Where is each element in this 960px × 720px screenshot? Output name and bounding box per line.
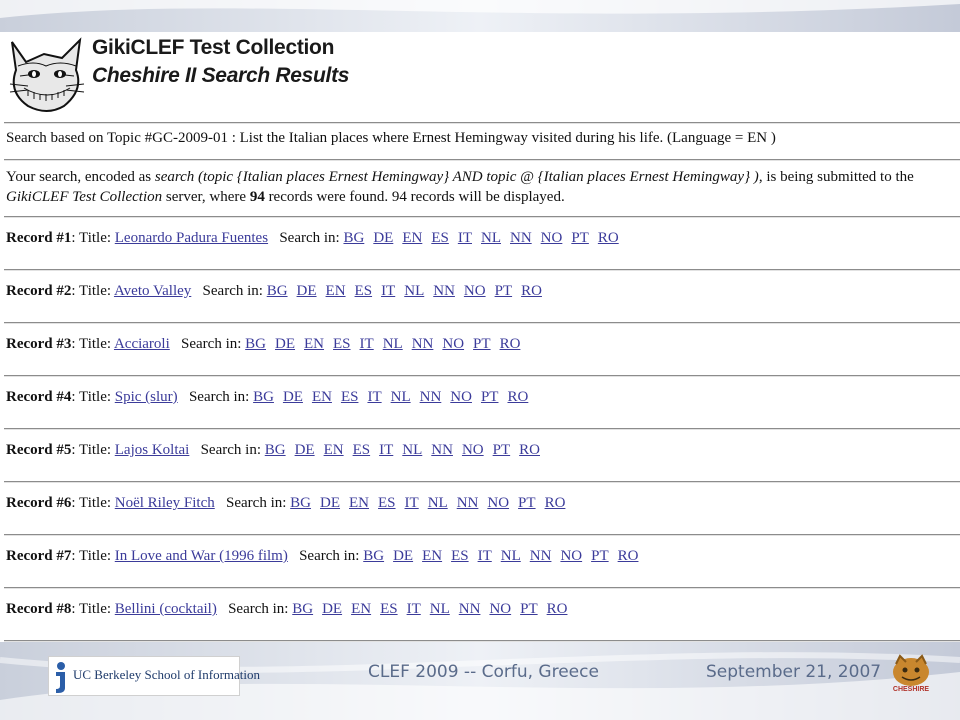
- cheshire-search-engine-logo: [886, 654, 936, 694]
- result-count-text: [6, 189, 565, 206]
- divider: [4, 587, 960, 589]
- record-title-link[interactable]: Leonardo Padura Fuentes: [114, 230, 269, 246]
- lang-link-nn[interactable]: NN: [433, 283, 455, 299]
- record-row: [6, 495, 574, 512]
- lang-link-ro[interactable]: RO: [546, 601, 568, 617]
- search-in-label: Search in:: [202, 283, 263, 299]
- record-title-link[interactable]: Noël Riley Fitch: [114, 495, 215, 511]
- lang-link-en[interactable]: EN: [325, 283, 346, 299]
- lang-link-nn[interactable]: NN: [411, 336, 434, 352]
- lang-link-en[interactable]: EN: [349, 495, 370, 511]
- lang-link-bg[interactable]: BG: [363, 548, 385, 564]
- search-in-label: Search in:: [228, 601, 289, 617]
- lang-link-en[interactable]: EN: [311, 389, 332, 405]
- lang-link-bg[interactable]: BG: [245, 336, 267, 352]
- lang-link-pt[interactable]: PT: [480, 389, 499, 405]
- encoded-prefix: Your search, encoded as: [6, 169, 155, 185]
- lang-link-it[interactable]: IT: [457, 230, 472, 246]
- lang-link-bg[interactable]: BG: [266, 283, 288, 299]
- lang-link-nn[interactable]: NN: [431, 442, 453, 458]
- lang-link-no[interactable]: NO: [560, 548, 583, 564]
- collection-title: GikiCLEF Test Collection: [92, 36, 335, 59]
- divider: [4, 216, 960, 218]
- lang-link-nn[interactable]: NN: [510, 230, 532, 246]
- lang-link-it[interactable]: IT: [406, 601, 421, 617]
- lang-link-nn[interactable]: NN: [529, 548, 552, 564]
- lang-link-no[interactable]: NO: [461, 442, 484, 458]
- topic-description: Search based on Topic #GC-2009-01 : List the Italian places where Ernest Hemingway visited during his life. (Language = EN ): [6, 130, 776, 146]
- lang-link-bg[interactable]: BG: [290, 495, 312, 511]
- lang-link-bg[interactable]: BG: [343, 230, 365, 246]
- lang-link-ro[interactable]: RO: [499, 336, 521, 352]
- divider: [4, 159, 960, 161]
- encoded-query-text: [6, 169, 914, 186]
- lang-link-en[interactable]: EN: [422, 548, 443, 564]
- lang-link-de[interactable]: DE: [322, 601, 343, 617]
- lang-link-es[interactable]: ES: [352, 442, 371, 458]
- lang-link-es[interactable]: ES: [340, 389, 359, 405]
- record-title-link[interactable]: Lajos Koltai: [114, 442, 190, 458]
- lang-link-nl[interactable]: NL: [500, 548, 521, 564]
- lang-link-es[interactable]: ES: [333, 336, 351, 352]
- server-text: server, where: [162, 189, 250, 205]
- record-row: [6, 336, 529, 353]
- record-number: Record #1: [6, 230, 72, 246]
- found-text: records were found. 94 records will be displayed.: [264, 189, 565, 205]
- record-row: [6, 283, 551, 300]
- divider: [4, 269, 960, 271]
- record-number: Record #2: [6, 283, 72, 299]
- record-title-link[interactable]: Aveto Valley: [113, 283, 192, 299]
- record-title-link[interactable]: In Love and War (1996 film): [114, 548, 288, 564]
- lang-link-it[interactable]: IT: [379, 442, 394, 458]
- search-in-label: Search in:: [200, 442, 261, 458]
- title-prefix: : Title:: [71, 442, 115, 458]
- i-school-icon: [52, 660, 70, 694]
- record-title-link[interactable]: Bellini (cocktail): [114, 601, 217, 617]
- lang-link-pt[interactable]: PT: [473, 336, 491, 352]
- page-header: [0, 32, 960, 120]
- record-number: Record #6: [6, 495, 72, 511]
- record-row: [6, 548, 647, 565]
- record-number: Record #8: [6, 601, 72, 617]
- lang-link-de[interactable]: DE: [282, 389, 303, 405]
- record-number: Record #4: [6, 389, 72, 405]
- divider: [4, 122, 960, 124]
- lang-link-de[interactable]: DE: [294, 442, 315, 458]
- lang-link-ro[interactable]: RO: [519, 442, 540, 458]
- record-number: Record #5: [6, 442, 72, 458]
- record-title-link[interactable]: Spic (slur): [114, 389, 178, 405]
- results-subtitle: Cheshire II Search Results: [92, 64, 350, 87]
- title-prefix: : Title:: [71, 548, 115, 564]
- lang-link-nl[interactable]: NL: [382, 336, 403, 352]
- lang-link-nn[interactable]: NN: [456, 495, 479, 511]
- lang-link-es[interactable]: ES: [378, 495, 396, 511]
- lang-link-es[interactable]: ES: [451, 548, 469, 564]
- lang-link-no[interactable]: NO: [450, 389, 472, 405]
- lang-link-nl[interactable]: NL: [404, 283, 425, 299]
- record-row: [6, 230, 628, 247]
- search-in-label: Search in:: [226, 495, 287, 511]
- lang-link-bg[interactable]: BG: [264, 442, 286, 458]
- lang-link-no[interactable]: NO: [487, 495, 510, 511]
- title-prefix: : Title:: [71, 495, 115, 511]
- record-title-link[interactable]: Acciaroli: [113, 336, 170, 352]
- lang-link-pt[interactable]: PT: [571, 230, 589, 246]
- lang-link-es[interactable]: ES: [354, 283, 373, 299]
- lang-link-de[interactable]: DE: [296, 283, 317, 299]
- lang-link-pt[interactable]: PT: [591, 548, 609, 564]
- lang-link-ro[interactable]: RO: [597, 230, 619, 246]
- institution-name: UC Berkeley School of Information: [73, 667, 261, 682]
- record-row: [6, 389, 537, 406]
- lang-link-no[interactable]: NO: [489, 601, 512, 617]
- title-prefix: : Title:: [71, 389, 115, 405]
- conference-label: CLEF 2009 -- Corfu, Greece: [368, 662, 599, 682]
- lang-link-es[interactable]: ES: [380, 601, 398, 617]
- lang-link-pt[interactable]: PT: [492, 442, 511, 458]
- lang-link-de[interactable]: DE: [275, 336, 296, 352]
- lang-link-ro[interactable]: RO: [617, 548, 639, 564]
- lang-link-pt[interactable]: PT: [518, 495, 536, 511]
- cheshire-cat-logo-icon: [4, 36, 90, 116]
- lang-link-it[interactable]: IT: [359, 336, 374, 352]
- record-count: 94: [249, 189, 265, 205]
- lang-link-nl[interactable]: NL: [390, 389, 411, 405]
- lang-link-no[interactable]: NO: [540, 230, 563, 246]
- divider: [4, 428, 960, 430]
- divider: [4, 534, 960, 536]
- lang-link-de[interactable]: DE: [320, 495, 341, 511]
- lang-link-en[interactable]: EN: [304, 336, 325, 352]
- lang-link-nl[interactable]: NL: [402, 442, 423, 458]
- record-row: [6, 442, 549, 459]
- lang-link-en[interactable]: EN: [323, 442, 344, 458]
- search-in-label: Search in:: [279, 230, 340, 246]
- title-prefix: : Title:: [71, 230, 115, 246]
- lang-link-it[interactable]: IT: [477, 548, 492, 564]
- search-in-label: Search in:: [299, 548, 360, 564]
- divider: [4, 322, 960, 324]
- lang-link-pt[interactable]: PT: [494, 283, 513, 299]
- lang-link-it[interactable]: IT: [381, 283, 396, 299]
- lang-link-no[interactable]: NO: [463, 283, 486, 299]
- ucb-school-logo: [48, 656, 261, 696]
- lang-link-nn[interactable]: NN: [419, 389, 442, 405]
- lang-link-it[interactable]: IT: [404, 495, 419, 511]
- lang-link-bg[interactable]: BG: [292, 601, 314, 617]
- lang-link-pt[interactable]: PT: [520, 601, 538, 617]
- lang-link-bg[interactable]: BG: [253, 389, 274, 405]
- lang-link-en[interactable]: EN: [351, 601, 372, 617]
- lang-link-de[interactable]: DE: [373, 230, 394, 246]
- lang-link-nl[interactable]: NL: [481, 230, 501, 246]
- lang-link-es[interactable]: ES: [431, 230, 449, 246]
- search-in-label: Search in:: [188, 389, 250, 405]
- lang-link-ro[interactable]: RO: [507, 389, 529, 405]
- lang-link-no[interactable]: NO: [442, 336, 465, 352]
- collection-name: GikiCLEF Test Collection: [6, 189, 163, 205]
- divider: [4, 481, 960, 483]
- lang-link-ro[interactable]: RO: [544, 495, 566, 511]
- divider: [4, 375, 960, 377]
- title-prefix: : Title:: [71, 283, 114, 299]
- record-number: Record #7: [6, 548, 72, 564]
- record-row: [6, 601, 576, 618]
- search-results-page: [0, 32, 960, 642]
- lang-link-it[interactable]: IT: [367, 389, 382, 405]
- title-prefix: : Title:: [71, 601, 115, 617]
- record-number: Record #3: [6, 336, 72, 352]
- encoded-suffix: , is being submitted to the: [758, 169, 914, 185]
- search-in-label: Search in:: [181, 336, 242, 352]
- lang-link-nn[interactable]: NN: [458, 601, 481, 617]
- encoded-query: search (topic {Italian places Ernest Hemingway} AND topic @ {Italian places Ernest Hemingway} ): [154, 169, 759, 185]
- lang-link-nl[interactable]: NL: [427, 495, 448, 511]
- lang-link-ro[interactable]: RO: [521, 283, 542, 299]
- title-prefix: : Title:: [71, 336, 114, 352]
- lang-link-en[interactable]: EN: [402, 230, 423, 246]
- divider: [4, 640, 960, 642]
- lang-link-nl[interactable]: NL: [429, 601, 450, 617]
- presentation-date: September 21, 2007: [706, 662, 882, 682]
- lang-link-de[interactable]: DE: [393, 548, 414, 564]
- cheshire-logo-text: CHESHIRE: [892, 686, 930, 693]
